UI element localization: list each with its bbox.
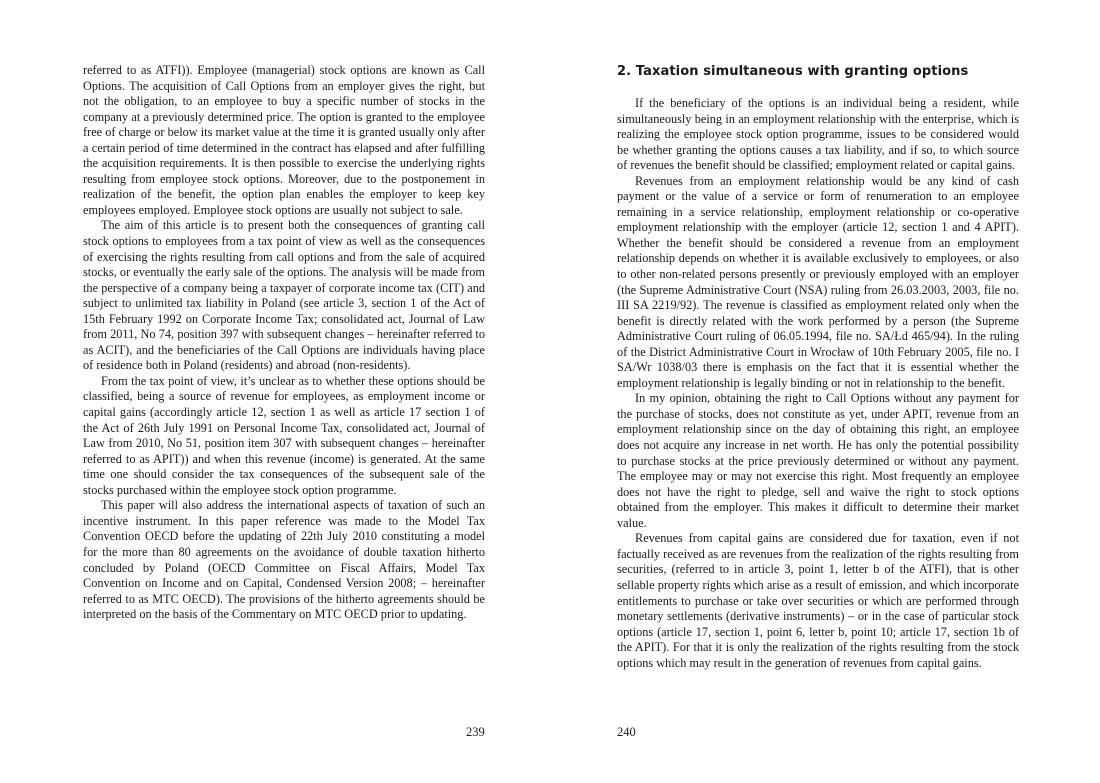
left-paragraph-4: This paper will also address the international aspects of taxation of such an incentive instrument. In this paper reference was made to the Model Tax Convention OECD before the updating of 22th July 2010 constituting a model for the more than 80 agreements on the avoidance of double taxation hitherto concluded by Poland (OECD Committee on Fiscal Affairs, Model Tax Convention on Income and on Capital, Condensed Version 2008; – hereinafter referred to as MTC OECD). The provisions of the hitherto agreements should be interpreted on the basis of the Commentary on MTC OECD prior to updating. xyxy=(83,498,485,622)
left-paragraph-2: The aim of this article is to present both the consequences of granting call stock options to employees from a tax point of view as well as the consequences of exercising the rights resulting from call options and from the sale of acquired stocks, or eventually the early sale of the options. The analysis will be made from the perspective of a company being a taxpayer of corporate income tax (CIT) and subject to unlimited tax liability in Poland (see article 3, section 1 of the Act of 15th February 1992 on Corporate Income Tax; consolidated act, Journal of Law from 2011, No 74, position 397 with subsequent changes – hereinafter referred to as ACIT), and the beneficiaries of the Call Options are individuals having place of residence both in Poland (residents) and abroad (non-residents). xyxy=(83,218,485,373)
left-page-number: 239 xyxy=(466,725,485,739)
right-paragraph-2: Revenues from an employment relationship would be any kind of cash payment or the value of a service or form of renumeration to an employee remaining in a service relationship, employment relationship or co-operative employment relationship with the employer (article 12, section 1 and 4 APIT). Whether the benefit should be considered a revenue from an employment relationship depends on whether it is available exclusively to employees, or also to other non-related persons presently or previously employed with an employer (the Supreme Administrative Court (NSA) ruling from 26.03.2003, 2003, file no. III SA 2219/92). The revenue is classified as employment related only when the benefit is directly related with the work performed by a person (the Supreme Administrative Court ruling of 06.05.1994, file no. SA/Łd 465/94). In the ruling of the District Administrative Court in Wrocław of 10th February 2005, file no. I SA/Wr 1038/03 there is emphasis on the fact that it is essential whether the employment relationship is legally binding or not in relationship to the benefit. xyxy=(617,173,1019,390)
left-page-text-column xyxy=(83,63,485,623)
section-heading: 2. Taxation simultaneous with granting options xyxy=(617,64,969,79)
right-page-number: 240 xyxy=(617,725,636,739)
right-paragraph-4: Revenues from capital gains are considered due for taxation, even if not factually received as are revenues from the realization of the rights resulting from securities, (referred to in article 3, point 1, letter b of the ATFI), that is other sellable property rights which arise as a result of emission, and which incorporate entitlements to purchase or take over securities or which are performed through monetary settlements (derivative instruments) – or in the case of particular stock options (article 17, section 1, point 6, letter b, point 10; article 17, section 1b of the APIT). For that it is only the realization of the rights resulting from the stock options which may result in the generation of revenues from capital gains. xyxy=(617,531,1019,670)
left-paragraph-3: From the tax point of view, it’s unclear as to whether these options should be classified, being a source of revenue for employees, as employment income or capital gains (accordingly article 12, section 1 as well as article 17 section 1 of the Act of 26th July 1991 on Personal Income Tax, consolidated act, Journal of Law from 2010, No 51, position item 307 with subsequent changes – hereinafter referred to as APIT)) and when this revenue (income) is generated. At the same time one should consider the tax consequences of the subsequent sale of the stocks purchased within the employee stock option programme. xyxy=(83,373,485,497)
right-paragraph-3: In my opinion, obtaining the right to Call Options without any payment for the purchase of stocks, does not constitute as yet, under APIT, revenue from an employment relationship since on the day of obtaining this right, an employee does not acquire any increase in net worth. He has only the potential possibility to purchase stocks at the price previously determined or without any payment. The employee may or may not exercise this right. Most frequently an employee does not have the right to pledge, sell and waive the right to stock options obtained from the employer. This makes it difficult to determine their market value. xyxy=(617,391,1019,530)
right-page-text-column xyxy=(617,63,1019,671)
left-paragraph-1: referred to as ATFI)). Employee (managerial) stock options are known as Call Options. The acquisition of Call Options from an employer gives the right, but not the obligation, to an employee to buy a specific number of stocks in the company at a previously determined price. The option is granted to the employee free of charge or below its market value at the time it is granted usually only after a certain period of time determined in the contract has elapsed and after fulfilling the acquisition requirements. It is then possible to exercise the underlying rights resulting from employee stock options. Moreover, due to the postponement in realization of the benefit, the option plan enables the employer to keep key employees employed. Employee stock options are usually not subject to sale. xyxy=(83,63,485,217)
right-page xyxy=(550,0,1100,783)
right-paragraph-1: If the beneficiary of the options is an individual being a resident, while simultaneously being in an employment relationship with the enterprise, which is realizing the employee stock option programme, issues to be considered would be whether granting the options causes a tax liability, and if so, to which source of revenues the benefit should be classified; employment related or capital gains. xyxy=(617,96,1019,173)
